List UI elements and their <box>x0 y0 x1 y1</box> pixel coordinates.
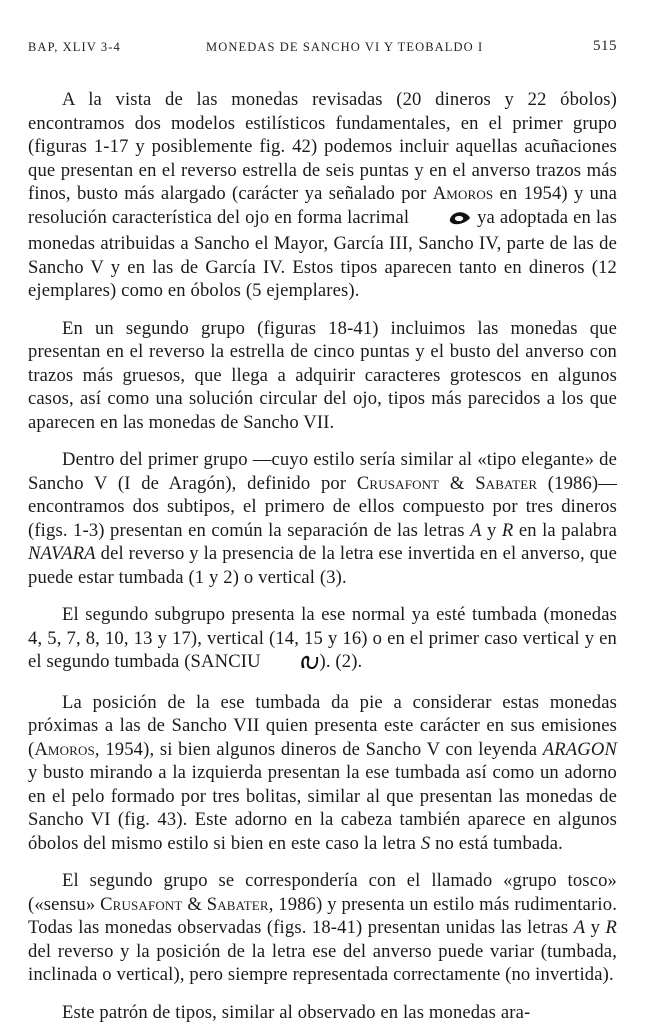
text-run: A la vista de las monedas revisadas (20 dineros y 22 óbolos) encontramos dos modelos estilísticos fundamentales, en el primer grupo (figuras 1-17 y posiblemente fig. 42) podemos incluir aquellas acuñaciones que presentan en el reverso estrella de seis puntas y en el anverso trazos más finos, busto más alargado (carácter ya señalado por <box>28 89 617 204</box>
text-run: y busto mirando a la izquierda presentan la ese tumbada así como un adorno en el pelo formado por tres bolitas, similar al que presentan las monedas de Sancho VI (fig. 43). Este adorno en la cabeza también aparece en algunos óbolos del mismo estilo si bien en este caso la letra <box>28 762 617 854</box>
paragraph-2: En un segundo grupo (figuras 18-41) incluimos las monedas que presentan en el reverso la estrella de cinco puntas y el busto del anverso con trazos más gruesos, que llega a adquirir caracteres grotescos en algunos casos, así como una solución circular del ojo, tipos más parecidos a los que aparecen en las monedas de Sancho VII. <box>28 317 617 435</box>
author-name: Amoros <box>433 183 494 204</box>
text-run: ya adoptada en las monedas atribuidas a Sancho el Mayor, García III, Sancho IV, parte de las de Sancho V y en las de García IV. Estos tipos aparecen tanto en dineros (12 ejemplares) como en óbolos (5 ejemplares). <box>28 207 617 302</box>
legend-navara: NAVARA <box>28 543 96 564</box>
text-run: , 1986) y presenta un estilo más rudimentario. Todas las monedas observadas (figs. 18-41) presentan unidas las letras <box>28 894 617 939</box>
text-run: La posición de la ese tumbada da pie a considerar estas monedas próximas a las de Sancho VII quien presenta este carácter en sus emisiones ( <box>28 692 617 760</box>
letter-a: A <box>470 520 482 541</box>
legend-aragon: ARAGON <box>543 739 617 760</box>
lacrimal-eye-icon <box>414 209 472 233</box>
text-run: El segundo grupo se correspondería con el llamado «grupo tosco» («sensu» <box>28 870 617 915</box>
body-text <box>28 88 617 1024</box>
letter-r: R <box>605 917 617 938</box>
text-run: (1986)— encontramos dos subtipos, el primero de ellos compuesto por tres dineros (figs. 1-3) presentan en común la separación de las letras <box>28 473 617 541</box>
text-run: en 1954) y una resolución característica del ojo en forma lacrimal <box>28 183 617 228</box>
journal-reference: BAP, XLIV 3-4 <box>28 40 121 55</box>
page-number: 515 <box>593 38 617 55</box>
tumbled-s-icon <box>265 653 319 677</box>
author-name: Crusafont <box>100 894 182 915</box>
text-run: no está tumbada. <box>430 833 563 854</box>
text-run: El segundo subgrupo presenta la ese normal ya esté tumbada (monedas 4, 5, 7, 8, 10, 13 y 17), vertical (14, 15 y 16) o en el primer caso vertical y en el segundo tumbada (SANCIU <box>28 604 617 672</box>
author-name: Sabater <box>207 894 269 915</box>
paragraph-5 <box>28 691 617 856</box>
author-name: Amoros <box>34 739 95 760</box>
running-title: MONEDAS DE SANCHO VI Y TEOBALDO I <box>206 40 483 55</box>
author-name: Sabater <box>475 473 537 494</box>
text-run: ). (2). <box>319 651 362 672</box>
text-run: del reverso y la presencia de la letra ese invertida en el anverso, que puede estar tumbada (1 y 2) o vertical (3). <box>28 543 617 588</box>
letter-a: A <box>574 917 586 938</box>
text-run: , 1954), si bien algunos dineros de Sancho V con leyenda <box>95 739 543 760</box>
text-run: & <box>439 473 475 494</box>
text-run: del reverso y la posición de la letra ese del anverso puede variar (tumbada, inclinada o vertical), pero siempre representada correctamente (no invertida). <box>28 941 617 986</box>
text-run: en la palabra <box>513 520 617 541</box>
paragraph-4 <box>28 603 617 677</box>
author-name: Crusafont <box>357 473 439 494</box>
paragraph-6 <box>28 869 617 987</box>
paragraph-3 <box>28 448 617 589</box>
text-run: & <box>183 894 207 915</box>
letter-s: S <box>421 833 430 854</box>
paragraph-7: Este patrón de tipos, similar al observado en las monedas ara- <box>28 1001 617 1024</box>
paragraph-1 <box>28 88 617 303</box>
running-header <box>28 40 617 58</box>
text-run: Dentro del primer grupo —cuyo estilo sería similar al «tipo elegante» de Sancho V (I de Aragón), definido por <box>28 449 617 494</box>
text-run: y <box>482 520 502 541</box>
text-run: y <box>585 917 605 938</box>
letter-r: R <box>502 520 514 541</box>
